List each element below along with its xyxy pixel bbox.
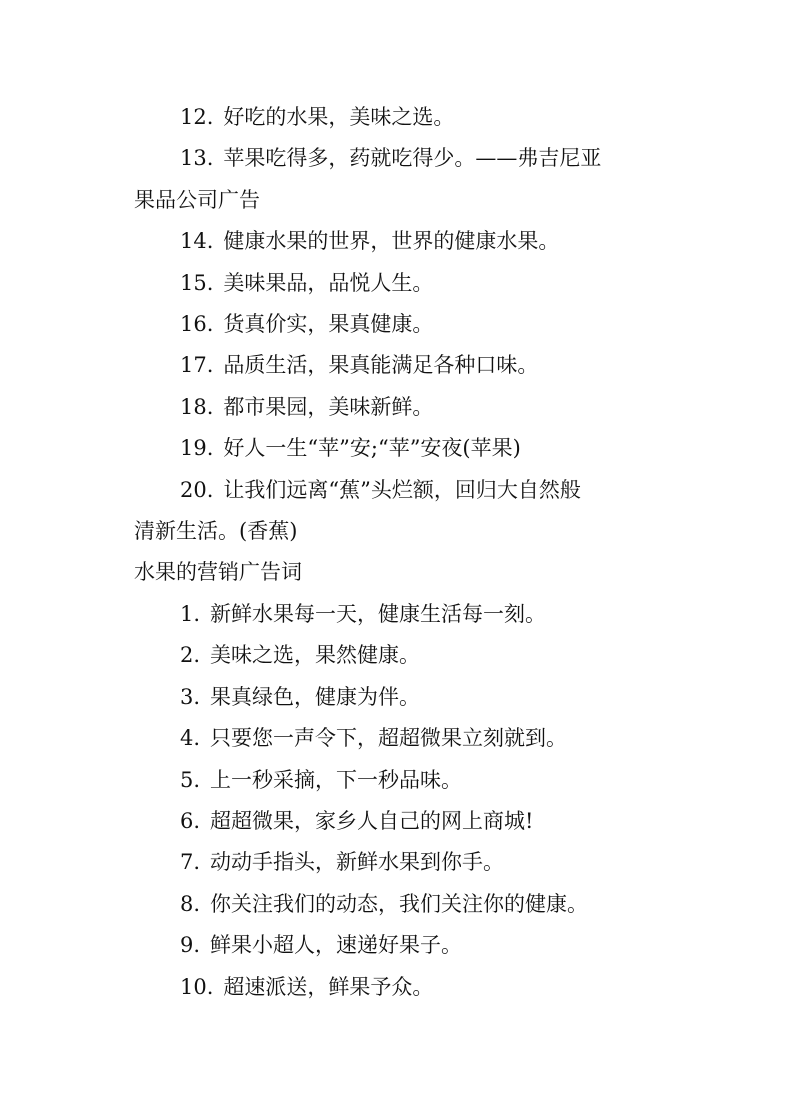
- list-item: 12. 好吃的水果，美味之选。: [180, 105, 455, 129]
- list-item: 17. 品质生活，果真能满足各种口味。: [180, 353, 539, 378]
- section-heading: 水果的营销广告词: [134, 560, 302, 585]
- list-item: 20. 让我们远离“蕉”头烂额，回归大自然般: [180, 477, 581, 502]
- list-item-continuation: 果品公司广告: [134, 187, 260, 212]
- list-item: 9. 鲜果小超人，速递好果子。: [180, 933, 463, 958]
- list-item: 19. 好人一生“苹”安;“苹”安夜(苹果): [180, 436, 521, 461]
- list-item: 13. 苹果吃得多，药就吃得少。——弗吉尼亚: [180, 146, 602, 171]
- list-item: 4. 只要您一声令下，超超微果立刻就到。: [180, 726, 568, 751]
- document-body: [134, 97, 664, 1008]
- list-item: 18. 都市果园，美味新鲜。: [180, 394, 434, 419]
- list-item: 14. 健康水果的世界，世界的健康水果。: [180, 229, 560, 254]
- list-item: 8. 你关注我们的动态，我们关注你的健康。: [180, 891, 589, 916]
- list-item: 7. 动动手指头，新鲜水果到你手。: [180, 850, 505, 875]
- list-item: 16. 货真价实，果真健康。: [180, 312, 434, 337]
- list-item-continuation: 清新生活。(香蕉): [134, 519, 298, 544]
- list-item: 2. 美味之选，果然健康。: [180, 643, 421, 668]
- list-item: 15. 美味果品，品悦人生。: [180, 270, 434, 295]
- list-item: 3. 果真绿色，健康为伴。: [180, 684, 421, 709]
- list-item: 1. 新鲜水果每一天，健康生活每一刻。: [180, 601, 547, 626]
- list-item: 10. 超速派送，鲜果予众。: [180, 974, 434, 999]
- list-item: 5. 上一秒采摘，下一秒品味。: [180, 767, 463, 792]
- list-item: 6. 超超微果，家乡人自己的网上商城!: [180, 808, 534, 833]
